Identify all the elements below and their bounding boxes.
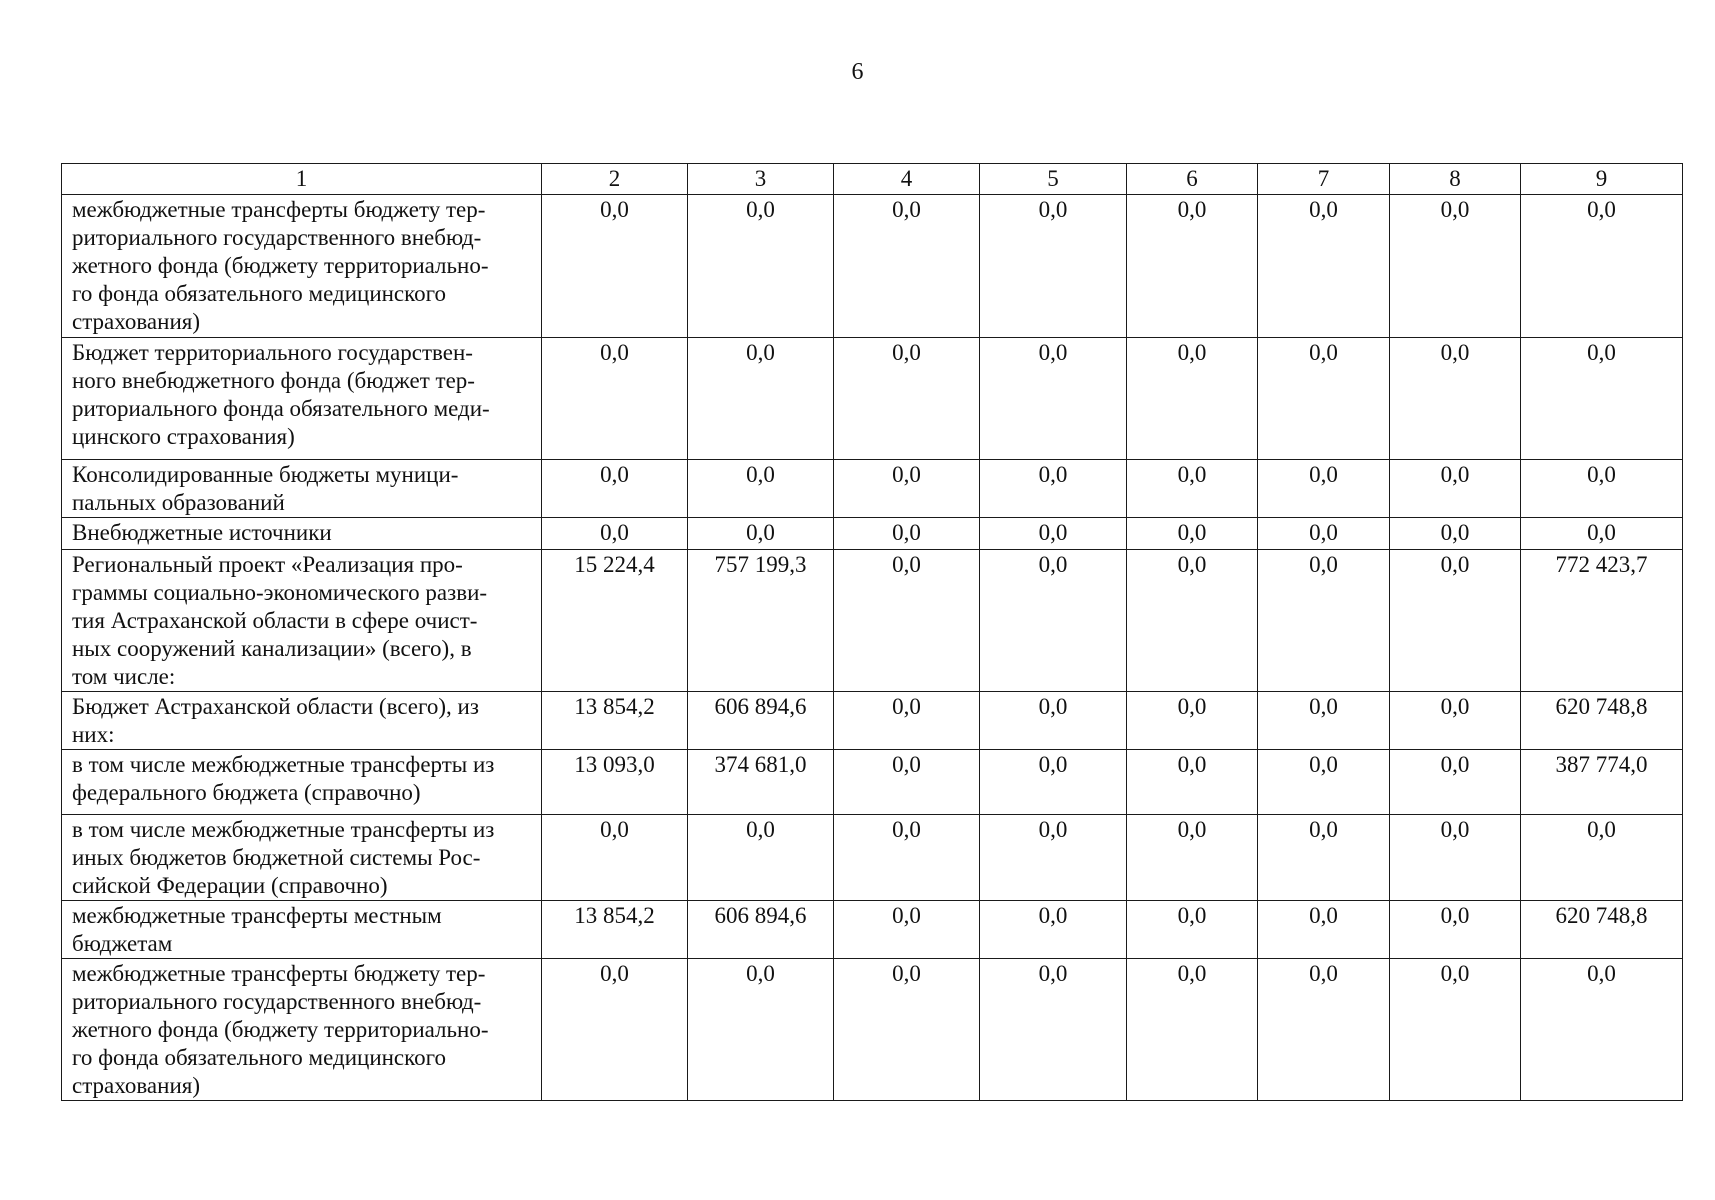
cell-value: 0,0 [980,338,1127,460]
table-row [62,195,1683,338]
cell-value: 13 093,0 [542,750,688,815]
cell-value: 0,0 [688,195,834,338]
cell-value: 0,0 [1390,750,1521,815]
cell-value: 0,0 [542,959,688,1101]
cell-value: 0,0 [980,195,1127,338]
column-header-4: 4 [834,164,980,195]
cell-value: 0,0 [1127,815,1258,901]
row-label: межбюджетные трансферты бюджету тер- риториального государственного внебюд- жетного фонда (бюджету территориально- го фонда обязательного медицинского страхования) [62,195,542,338]
cell-value: 0,0 [1127,518,1258,550]
cell-value: 0,0 [980,815,1127,901]
row-label: в том числе межбюджетные трансферты из иных бюджетов бюджетной системы Рос- сийской Федерации (справочно) [62,815,542,901]
cell-value: 620 748,8 [1521,901,1683,959]
cell-value: 13 854,2 [542,901,688,959]
row-label: межбюджетные трансферты местным бюджетам [62,901,542,959]
cell-value: 0,0 [834,195,980,338]
cell-value: 0,0 [1127,750,1258,815]
cell-value: 0,0 [1258,750,1390,815]
header-row [62,164,1683,195]
cell-value: 0,0 [542,460,688,518]
row-label: Бюджет территориального государствен- ного внебюджетного фонда (бюджет тер- риториального фонда обязательного меди- цинского страхования) [62,338,542,460]
table-row [62,338,1683,460]
cell-value: 0,0 [1390,959,1521,1101]
cell-value: 0,0 [542,338,688,460]
cell-value: 387 774,0 [1521,750,1683,815]
cell-value: 0,0 [1258,815,1390,901]
cell-value: 0,0 [1390,692,1521,750]
cell-value: 0,0 [1258,338,1390,460]
cell-value: 15 224,4 [542,550,688,692]
row-label: Бюджет Астраханской области (всего), из них: [62,692,542,750]
page-number: 6 [851,59,864,85]
row-label: Региональный проект «Реализация про- граммы социально-экономического разви- тия Астраханской области в сфере очист- ных сооружений канализации» (всего), в том числе: [62,550,542,692]
row-label: Консолидированные бюджеты муници- пальных образований [62,460,542,518]
column-header-2: 2 [542,164,688,195]
table-row [62,901,1683,959]
cell-value: 0,0 [688,518,834,550]
column-header-3: 3 [688,164,834,195]
cell-value: 0,0 [1127,195,1258,338]
table-row [62,550,1683,692]
table-row [62,460,1683,518]
row-label: в том числе межбюджетные трансферты из федерального бюджета (справочно) [62,750,542,815]
cell-value: 0,0 [1258,518,1390,550]
cell-value: 0,0 [688,815,834,901]
cell-value: 757 199,3 [688,550,834,692]
cell-value: 0,0 [834,959,980,1101]
cell-value: 0,0 [1258,901,1390,959]
cell-value: 0,0 [542,518,688,550]
table-row [62,692,1683,750]
row-label: Внебюджетные источники [62,518,542,550]
cell-value: 0,0 [1390,460,1521,518]
cell-value: 0,0 [542,195,688,338]
column-header-8: 8 [1390,164,1521,195]
cell-value: 0,0 [688,338,834,460]
row-label: межбюджетные трансферты бюджету тер- риториального государственного внебюд- жетного фонда (бюджету территориально- го фонда обязательного медицинского страхования) [62,959,542,1101]
cell-value: 606 894,6 [688,692,834,750]
cell-value: 0,0 [1521,518,1683,550]
cell-value: 0,0 [834,338,980,460]
cell-value: 0,0 [1127,901,1258,959]
cell-value: 0,0 [834,460,980,518]
cell-value: 0,0 [980,959,1127,1101]
column-header-9: 9 [1521,164,1683,195]
cell-value: 0,0 [1127,460,1258,518]
cell-value: 0,0 [1127,550,1258,692]
cell-value: 0,0 [834,692,980,750]
cell-value: 606 894,6 [688,901,834,959]
cell-value: 0,0 [980,750,1127,815]
column-header-6: 6 [1127,164,1258,195]
budget-table [61,163,1683,1101]
cell-value: 0,0 [1521,338,1683,460]
cell-value: 0,0 [834,518,980,550]
table-row [62,815,1683,901]
cell-value: 620 748,8 [1521,692,1683,750]
cell-value: 374 681,0 [688,750,834,815]
cell-value: 0,0 [1258,550,1390,692]
table-row [62,959,1683,1101]
cell-value: 0,0 [1127,338,1258,460]
cell-value: 0,0 [980,901,1127,959]
cell-value: 13 854,2 [542,692,688,750]
cell-value: 0,0 [980,460,1127,518]
cell-value: 0,0 [1258,195,1390,338]
cell-value: 0,0 [1127,959,1258,1101]
cell-value: 0,0 [1258,959,1390,1101]
cell-value: 0,0 [980,518,1127,550]
column-header-5: 5 [980,164,1127,195]
cell-value: 0,0 [1521,959,1683,1101]
cell-value: 0,0 [980,550,1127,692]
cell-value: 0,0 [1390,815,1521,901]
cell-value: 0,0 [834,815,980,901]
column-header-1: 1 [62,164,542,195]
cell-value: 0,0 [542,815,688,901]
cell-value: 0,0 [1390,550,1521,692]
cell-value: 0,0 [688,959,834,1101]
cell-value: 0,0 [980,692,1127,750]
cell-value: 0,0 [834,750,980,815]
cell-value: 0,0 [1258,460,1390,518]
cell-value: 772 423,7 [1521,550,1683,692]
cell-value: 0,0 [1390,338,1521,460]
cell-value: 0,0 [1521,815,1683,901]
cell-value: 0,0 [1127,692,1258,750]
cell-value: 0,0 [1390,518,1521,550]
column-header-7: 7 [1258,164,1390,195]
table-row [62,750,1683,815]
cell-value: 0,0 [1390,195,1521,338]
cell-value: 0,0 [834,901,980,959]
cell-value: 0,0 [1521,460,1683,518]
table-row [62,518,1683,550]
cell-value: 0,0 [1390,901,1521,959]
cell-value: 0,0 [688,460,834,518]
cell-value: 0,0 [1258,692,1390,750]
cell-value: 0,0 [834,550,980,692]
cell-value: 0,0 [1521,195,1683,338]
